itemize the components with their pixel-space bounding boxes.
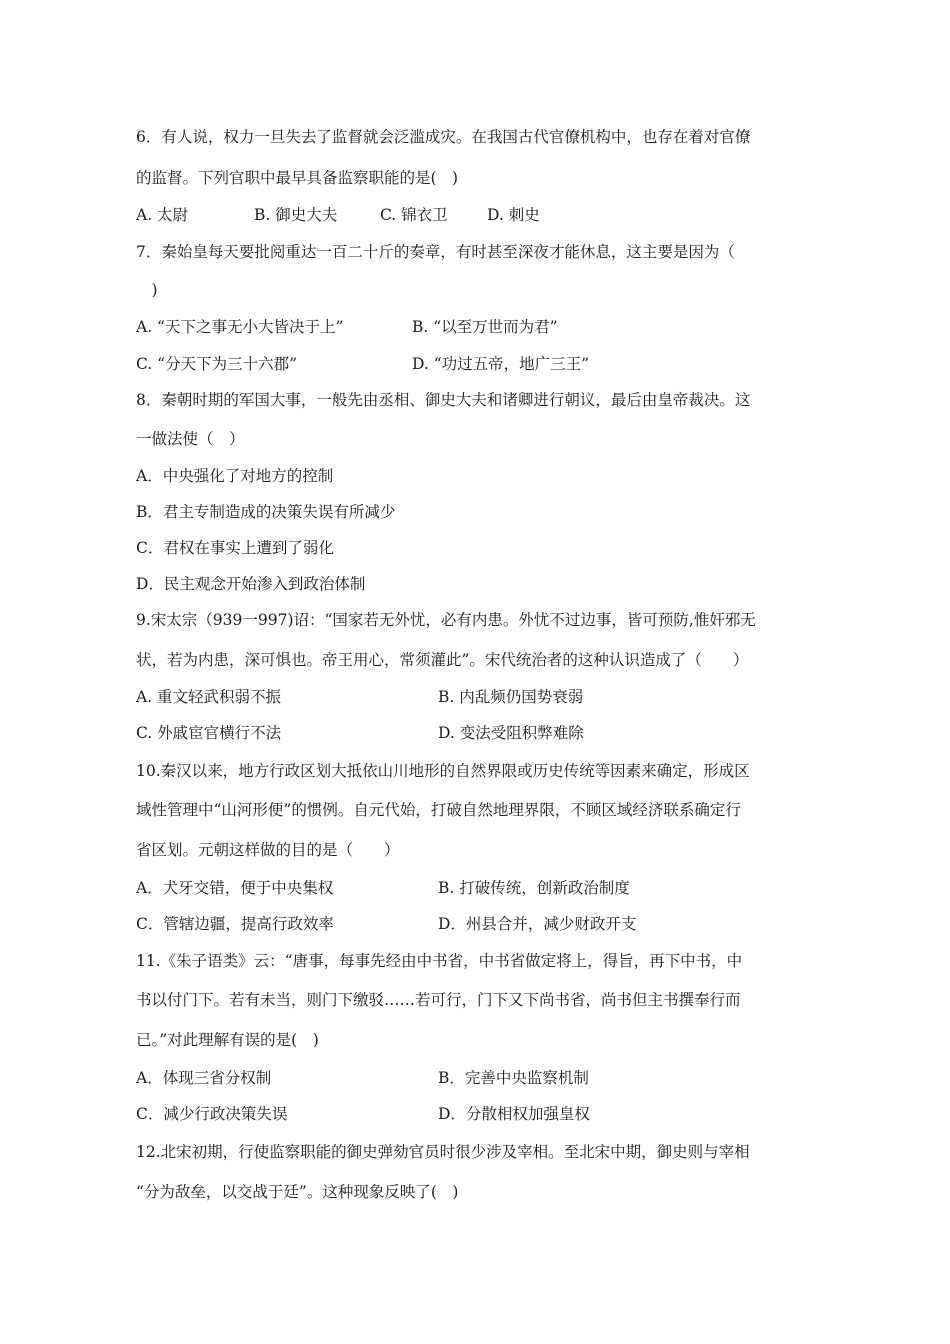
question-10-option-d: D．州县合并，减少财政开支: [438, 915, 637, 933]
question-9-option-d: D. 变法受阻积弊难除: [438, 724, 584, 742]
question-6-option-a: A. 太尉: [136, 206, 189, 224]
question-6-text-line-1: 6．有人说，权力一旦失去了监督就会泛滥成灾。在我国古代官僚机构中，也存在着对官僚: [136, 128, 751, 146]
question-7-option-d: D. “功过五帝，地广三王”: [412, 355, 590, 373]
question-10-text-line-1: 10.秦汉以来，地方行政区划大抵依山川地形的自然界限或历史传统等因素来确定，形成区: [136, 762, 750, 780]
question-6-option-b: B. 御史大夫: [254, 206, 338, 224]
question-10-text-line-2: 域性管理中“山河形便”的惯例。自元代始，打破自然地理界限，不顾区域经济联系确定行: [136, 801, 741, 819]
question-9-option-b: B. 内乱频仍国势衰弱: [438, 688, 584, 706]
question-11-option-b: B．完善中央监察机制: [438, 1069, 589, 1087]
question-11-option-a: A．体现三省分权制: [136, 1069, 272, 1087]
question-10-text-line-3: 省区划。元朝这样做的目的是（ ）: [136, 841, 400, 859]
question-11-text-line-1: 11.《朱子语类》云：“唐事，每事先经由中书省，中书省做定将上，得旨，再下中书，中: [136, 952, 743, 970]
question-6-option-d: D. 刺史: [487, 206, 540, 224]
question-6-option-c: C. 锦衣卫: [380, 206, 448, 224]
question-11-option-c: C．减少行政决策失误: [136, 1105, 288, 1123]
question-11-option-d: D．分散相权加强皇权: [438, 1105, 590, 1123]
question-12-text-line-2: “分为敌垒，以交战于廷”。这种现象反映了( ): [136, 1183, 459, 1201]
question-7-option-a: A. “天下之事无小大皆决于上”: [136, 318, 344, 336]
question-9-text-line-1: 9.宋太宗（939一997)诏：“国家若无外忧，必有内患。外忧不过边事，皆可预防,惟奸邪无: [136, 611, 756, 629]
question-8-option-a: A．中央强化了对地方的控制: [136, 467, 334, 485]
question-11-text-line-2: 书以付门下。若有未当，则门下缴驳……若可行，门下又下尚书省，尚书但主书撰奉行而: [136, 991, 741, 1009]
question-8-option-b: B．君主专制造成的决策失误有所减少: [136, 503, 396, 521]
question-7-option-c: C. “分天下为三十六郡”: [136, 355, 298, 373]
question-7-option-b: B. “以至万世而为君”: [412, 318, 558, 336]
question-8-text-line-2: 一做法使（ ）: [136, 430, 245, 448]
question-9-option-c: C. 外戚宦官横行不法: [136, 724, 282, 742]
question-11-text-line-3: 已。”对此理解有误的是( ): [136, 1031, 319, 1049]
question-12-text-line-1: 12.北宋初期，行使监察职能的御史弹劾官员时很少涉及宰相。至北宋中期，御史则与宰相: [136, 1143, 750, 1161]
question-10-option-b: B. 打破传统，创新政治制度: [438, 879, 630, 897]
question-10-option-a: A．犬牙交错，便于中央集权: [136, 879, 334, 897]
question-9-option-a: A. 重文轻武积弱不振: [136, 688, 282, 706]
question-7-text-line-1: 7．秦始皇每天要批阅重达一百二十斤的奏章，有时甚至深夜才能休息，这主要是因为（: [136, 243, 735, 261]
question-8-text-line-1: 8．秦朝时期的军国大事，一般先由丞相、御史大夫和诸卿进行朝议，最后由皇帝裁决。这: [136, 391, 751, 409]
question-10-option-c: C．管辖边疆，提高行政效率: [136, 915, 334, 933]
question-7-text-line-2: ): [136, 281, 158, 299]
question-9-text-line-2: 状，若为内患，深可惧也。帝王用心，常须灌此”。宋代统治者的这种认识造成了（ ）: [136, 651, 749, 669]
question-8-option-c: C．君权在事实上遭到了弱化: [136, 539, 334, 557]
question-6-text-line-2: 的监督。下列官职中最早具备监察职能的是( ): [136, 169, 459, 187]
question-8-option-d: D．民主观念开始渗入到政治体制: [136, 575, 366, 593]
